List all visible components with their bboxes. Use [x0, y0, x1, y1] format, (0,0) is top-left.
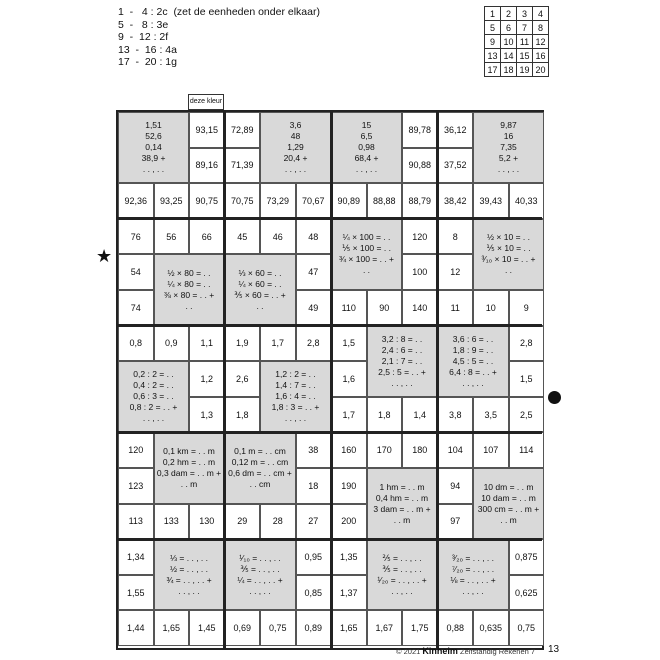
grid-number: 19: [517, 63, 533, 77]
answer-cell[interactable]: 0,635: [473, 610, 509, 646]
answer-cell[interactable]: 92,36: [118, 183, 154, 219]
answer-cell[interactable]: 123: [118, 468, 154, 504]
exercise-line: 6,4 : 8 = . . +: [449, 366, 497, 377]
answer-cell[interactable]: 1,3: [189, 397, 225, 433]
answer-cell[interactable]: 114: [509, 432, 545, 468]
exercise-box: [225, 254, 296, 325]
exercise-line: 15: [361, 120, 372, 131]
exercise-line: 2,4 : 6 = . .: [381, 344, 423, 355]
exercise-box: [438, 539, 509, 610]
exercise-line: . . , . .: [355, 164, 378, 175]
grid-number: 14: [501, 49, 517, 63]
exercise-box: [118, 361, 189, 432]
grid-number: 8: [533, 21, 549, 35]
answer-cell[interactable]: 200: [331, 504, 367, 540]
answer-cell[interactable]: 0,8: [118, 326, 154, 362]
answer-cell[interactable]: 90,75: [189, 183, 225, 219]
exercise-line: 5,2 +: [498, 153, 519, 164]
exercise-line: ¹⁄₂₀ = . . , . . +: [377, 574, 427, 585]
answer-cell[interactable]: 93,25: [154, 183, 190, 219]
answer-cell[interactable]: 130: [189, 504, 225, 540]
exercise-box: [154, 432, 225, 503]
answer-cell[interactable]: 89,16: [189, 148, 225, 184]
answer-cell[interactable]: 2,8: [509, 326, 545, 362]
answer-cell[interactable]: 1,5: [331, 326, 367, 362]
exercise-line: ¹⁄₁₀ = . . , . .: [239, 552, 281, 563]
answer-cell[interactable]: 0,85: [296, 575, 332, 611]
exercise-line: . .: [504, 265, 513, 276]
exercise-line: 300 cm = . . m +: [477, 503, 540, 514]
exercise-line: 2,1 : 7 = . .: [381, 355, 423, 366]
answer-cell[interactable]: 1,67: [367, 610, 403, 646]
answer-cell[interactable]: 88,79: [402, 183, 438, 219]
exercise-box: [367, 539, 438, 610]
exercise-line: 0,2 : 2 = . .: [133, 369, 174, 380]
answer-cell[interactable]: 47: [296, 254, 332, 290]
answer-cell[interactable]: 46: [260, 219, 296, 255]
answer-cell[interactable]: 1,7: [260, 326, 296, 362]
answer-cell[interactable]: 54: [118, 254, 154, 290]
answer-cell[interactable]: 18: [296, 468, 332, 504]
answer-cell[interactable]: 1,65: [331, 610, 367, 646]
answer-cell[interactable]: 2,6: [225, 361, 261, 397]
answer-cell[interactable]: 1,7: [331, 397, 367, 433]
answer-cell[interactable]: 107: [473, 432, 509, 468]
exercise-line: 0,8 : 2 = . . +: [129, 402, 178, 413]
instructions: [118, 6, 320, 69]
exercise-line: . . , . .: [391, 377, 413, 388]
answer-cell[interactable]: 1,34: [118, 539, 154, 575]
answer-cell[interactable]: 45: [225, 219, 261, 255]
answer-cell[interactable]: 2,5: [509, 397, 545, 433]
grid-number: 9: [485, 35, 501, 49]
exercise-line: ³⁄₂₀ = . . , . .: [451, 552, 495, 563]
exercise-line: 0,4 hm = . . m: [375, 492, 429, 503]
star-icon: ★: [96, 246, 113, 266]
grid-number: 17: [485, 63, 501, 77]
answer-cell[interactable]: 0,875: [509, 539, 545, 575]
exercise-line: 10 dam = . . m: [481, 492, 536, 503]
exercise-line: ¼ × 100 = . .: [342, 232, 391, 243]
answer-cell[interactable]: 37,52: [438, 148, 474, 184]
exercise-line: 38,9 +: [141, 153, 166, 164]
exercise-line: 1,29: [287, 142, 304, 153]
answer-cell[interactable]: 1,5: [509, 361, 545, 397]
answer-cell[interactable]: 27: [296, 504, 332, 540]
exercise-line: 48: [290, 131, 301, 142]
answer-cell[interactable]: 0,89: [296, 610, 332, 646]
grid-number: 16: [533, 49, 549, 63]
exercise-line: ⁷⁄₂₀ = . . , . .: [451, 563, 495, 574]
exercise-line: . . , . .: [142, 413, 165, 424]
exercise-line: 68,4 +: [354, 153, 379, 164]
answer-cell[interactable]: 73,29: [260, 183, 296, 219]
exercise-line: . . , . .: [391, 585, 413, 596]
exercise-box: [367, 468, 438, 539]
exercise-box: [225, 539, 296, 610]
exercise-line: ¼ × 80 = . .: [167, 278, 211, 289]
exercise-line: . . , . .: [142, 164, 165, 175]
answer-cell[interactable]: 190: [331, 468, 367, 504]
answer-cell[interactable]: 10: [473, 290, 509, 326]
grid-number: 3: [517, 7, 533, 21]
exercise-line: ⅖ = . . , . .: [382, 552, 422, 563]
grid-number: 11: [517, 35, 533, 49]
exercise-line: 1,8 : 9 = . .: [452, 344, 494, 355]
answer-cell[interactable]: 88,88: [367, 183, 403, 219]
answer-cell[interactable]: 70,67: [296, 183, 332, 219]
answer-cell[interactable]: 94: [438, 468, 474, 504]
answer-cell[interactable]: 100: [402, 254, 438, 290]
answer-cell[interactable]: 39,43: [473, 183, 509, 219]
exercise-line: 0,1 m = . . cm: [234, 445, 286, 456]
brand-logo: Kinheim: [422, 646, 458, 656]
answer-cell[interactable]: 170: [367, 432, 403, 468]
exercise-line: 2,5 : 5 = . . +: [378, 366, 426, 377]
answer-cell[interactable]: 1,4: [402, 397, 438, 433]
exercise-line: 52,6: [145, 131, 162, 142]
exercise-box: [473, 219, 544, 290]
exercise-line: 0,6 : 3 = . .: [133, 391, 174, 402]
answer-cell[interactable]: 1,35: [331, 539, 367, 575]
block-divider: [223, 112, 226, 648]
answer-cell[interactable]: 133: [154, 504, 190, 540]
answer-cell[interactable]: 38,42: [438, 183, 474, 219]
exercise-box: [331, 112, 402, 183]
answer-cell[interactable]: 97: [438, 504, 474, 540]
exercise-line: ³⁄₁₀ × 10 = . . +: [481, 254, 536, 265]
exercise-line: ⅓ × 60 = . .: [238, 267, 282, 278]
answer-cell[interactable]: 90,88: [402, 148, 438, 184]
copyright: © 2021: [396, 647, 421, 656]
exercise-line: 20,4 +: [283, 153, 308, 164]
exercise-line: 0,98: [358, 142, 375, 153]
exercise-line: . . m: [180, 478, 198, 489]
grid-number: 2: [501, 7, 517, 21]
block-divider: [118, 324, 542, 327]
exercise-line: . . , . .: [284, 413, 307, 424]
exercise-line: . . m: [500, 514, 517, 525]
answer-cell[interactable]: 3,8: [438, 397, 474, 433]
exercise-line: 0,1 km = . . m: [163, 445, 215, 456]
answer-cell[interactable]: 74: [118, 290, 154, 326]
answer-cell[interactable]: 36,12: [438, 112, 474, 148]
answer-cell[interactable]: 0,75: [509, 610, 545, 646]
answer-cell[interactable]: 28: [260, 504, 296, 540]
grid-number: 6: [501, 21, 517, 35]
answer-cell[interactable]: 120: [402, 219, 438, 255]
answer-cell[interactable]: 71,39: [225, 148, 261, 184]
exercise-line: 3,6: [289, 120, 302, 131]
grid-number: 4: [533, 7, 549, 21]
grid-number: 10: [501, 35, 517, 49]
grid-number: 18: [501, 63, 517, 77]
exercise-box: [473, 112, 544, 183]
number-grid: [484, 6, 549, 77]
instruction-line: 9 - 12 : 2f: [118, 31, 169, 43]
answer-cell[interactable]: 1,37: [331, 575, 367, 611]
grid-number: 5: [485, 21, 501, 35]
exercise-line: 0,6 dm = . . cm +: [228, 467, 292, 478]
exercise-line: . . , . .: [178, 585, 200, 596]
exercise-line: 9,87: [500, 120, 517, 131]
exercise-box: [260, 361, 331, 432]
exercise-line: ⅕ × 10 = . .: [486, 243, 531, 254]
exercise-line: ⅗ × 60 = . . +: [234, 289, 286, 300]
exercise-line: 7,35: [500, 142, 517, 153]
answer-cell[interactable]: 90,89: [331, 183, 367, 219]
answer-cell[interactable]: 104: [438, 432, 474, 468]
exercise-box: [118, 112, 189, 183]
exercise-box: [473, 468, 544, 539]
answer-cell[interactable]: 0,625: [509, 575, 545, 611]
block-divider: [118, 217, 542, 220]
exercise-line: ⅓ = . . , . .: [169, 552, 209, 563]
exercise-line: 6,5: [360, 131, 373, 142]
exercise-line: . .: [256, 300, 264, 311]
exercise-line: ½ × 10 = . .: [486, 232, 530, 243]
exercise-line: 16: [503, 131, 514, 142]
exercise-box: [154, 539, 225, 610]
answer-cell[interactable]: 40,33: [509, 183, 545, 219]
answer-cell[interactable]: 90: [367, 290, 403, 326]
answer-cell[interactable]: 1,45: [189, 610, 225, 646]
puzzle-board: [116, 110, 544, 650]
exercise-line: ¾ × 100 = . . +: [338, 254, 395, 265]
exercise-line: ⅕ × 100 = . .: [342, 243, 391, 254]
answer-cell[interactable]: 110: [331, 290, 367, 326]
answer-cell[interactable]: 76: [118, 219, 154, 255]
answer-cell[interactable]: 1,44: [118, 610, 154, 646]
answer-cell[interactable]: 160: [331, 432, 367, 468]
exercise-line: . . , . .: [497, 164, 520, 175]
exercise-line: ½ × 80 = . .: [167, 267, 211, 278]
color-label: deze kleur: [188, 94, 224, 110]
exercise-box: [225, 432, 296, 503]
answer-cell[interactable]: 11: [438, 290, 474, 326]
exercise-line: . . , . .: [462, 377, 484, 388]
exercise-line: . . cm: [249, 478, 271, 489]
exercise-line: 3,6 : 6 = . .: [452, 333, 494, 344]
grid-number: 15: [517, 49, 533, 63]
answer-cell[interactable]: 1,65: [154, 610, 190, 646]
exercise-box: [367, 326, 438, 397]
instruction-line: 13 - 16 : 4a: [118, 43, 177, 56]
answer-cell[interactable]: 72,89: [225, 112, 261, 148]
exercise-line: 0,2 hm = . . m: [162, 456, 216, 467]
answer-cell[interactable]: 38: [296, 432, 332, 468]
answer-cell[interactable]: 0,9: [154, 326, 190, 362]
answer-cell[interactable]: 120: [118, 432, 154, 468]
block-divider: [118, 538, 542, 541]
exercise-line: . .: [362, 265, 371, 276]
block-divider: [118, 431, 542, 434]
answer-cell[interactable]: 29: [225, 504, 261, 540]
grid-number: 12: [533, 35, 549, 49]
exercise-box: [331, 219, 402, 290]
exercise-line: ¼ × 60 = . .: [238, 278, 282, 289]
footer: [396, 646, 535, 656]
answer-cell[interactable]: 93,15: [189, 112, 225, 148]
exercise-line: 3,2 : 8 = . .: [381, 333, 423, 344]
exercise-line: 1,4 : 7 = . .: [275, 380, 316, 391]
exercise-line: 1,6 : 4 = . .: [275, 391, 316, 402]
block-divider: [330, 112, 333, 648]
instruction-line: 5 - 8 : 3e: [118, 18, 169, 31]
answer-cell[interactable]: 12: [438, 254, 474, 290]
answer-cell[interactable]: 49: [296, 290, 332, 326]
dot-icon: [548, 391, 561, 404]
answer-cell[interactable]: 1,8: [225, 397, 261, 433]
answer-cell[interactable]: 9: [509, 290, 545, 326]
exercise-line: ¼ = . . , . . +: [237, 574, 283, 585]
exercise-line: . . m: [393, 514, 411, 525]
exercise-line: ½ = . . , . .: [169, 563, 209, 574]
exercise-line: . . , . .: [462, 585, 484, 596]
answer-cell[interactable]: 56: [154, 219, 190, 255]
exercise-line: 1,8 : 3 = . . +: [271, 402, 320, 413]
answer-cell[interactable]: 8: [438, 219, 474, 255]
exercise-line: 4,5 : 5 = . .: [452, 355, 494, 366]
answer-cell[interactable]: 0,88: [438, 610, 474, 646]
grid-number: 1: [485, 7, 501, 21]
answer-cell[interactable]: 0,69: [225, 610, 261, 646]
answer-cell[interactable]: 1,75: [402, 610, 438, 646]
exercise-line: 0,14: [145, 142, 162, 153]
answer-cell[interactable]: 1,6: [331, 361, 367, 397]
exercise-line: 1 hm = . . m: [379, 481, 425, 492]
exercise-line: . . , . .: [284, 164, 307, 175]
exercise-line: . .: [185, 300, 193, 311]
page-number: 13: [548, 644, 560, 655]
answer-cell[interactable]: 1,55: [118, 575, 154, 611]
answer-cell[interactable]: 2,8: [296, 326, 332, 362]
instruction-line: 1 - 4 : 2c (zet de eenheden onder elkaar): [118, 6, 320, 18]
exercise-line: 0,12 m = . . cm: [231, 456, 289, 467]
answer-cell[interactable]: 70,75: [225, 183, 261, 219]
answer-cell[interactable]: 1,9: [225, 326, 261, 362]
exercise-line: 1,51: [145, 120, 162, 131]
grid-number: 7: [517, 21, 533, 35]
answer-cell[interactable]: 0,75: [260, 610, 296, 646]
exercise-line: ⅗ = . . , . .: [382, 563, 422, 574]
answer-cell[interactable]: 3,5: [473, 397, 509, 433]
exercise-line: 0,4 : 2 = . .: [133, 380, 174, 391]
exercise-box: [154, 254, 225, 325]
book-title: Zelfstandig Rekenen 7: [460, 647, 536, 656]
grid-number: 13: [485, 49, 501, 63]
answer-cell[interactable]: 140: [402, 290, 438, 326]
exercise-box: [260, 112, 331, 183]
answer-cell[interactable]: 48: [296, 219, 332, 255]
answer-cell[interactable]: 180: [402, 432, 438, 468]
answer-cell[interactable]: 66: [189, 219, 225, 255]
grid-number: 20: [533, 63, 549, 77]
exercise-box: [438, 326, 509, 397]
answer-cell[interactable]: 1,1: [189, 326, 225, 362]
exercise-line: ⅛ = . . , . . +: [450, 574, 496, 585]
exercise-line: 0,3 dam = . . m +: [156, 467, 222, 478]
exercise-line: 1,2 : 2 = . .: [275, 369, 316, 380]
exercise-line: ⅗ = . . , . .: [240, 563, 280, 574]
exercise-line: 10 dm = . . m: [483, 481, 534, 492]
exercise-line: ¾ = . . , . . +: [166, 574, 212, 585]
answer-cell[interactable]: 113: [118, 504, 154, 540]
block-divider: [436, 112, 439, 648]
answer-cell[interactable]: 89,78: [402, 112, 438, 148]
exercise-line: ⅜ × 80 = . . +: [163, 289, 215, 300]
answer-cell[interactable]: 1,8: [367, 397, 403, 433]
answer-cell[interactable]: 1,2: [189, 361, 225, 397]
exercise-line: . . , . .: [249, 585, 271, 596]
answer-cell[interactable]: 0,95: [296, 539, 332, 575]
instruction-line: 17 - 20 : 1g: [118, 56, 177, 68]
exercise-line: 3 dam = . . m +: [373, 503, 431, 514]
